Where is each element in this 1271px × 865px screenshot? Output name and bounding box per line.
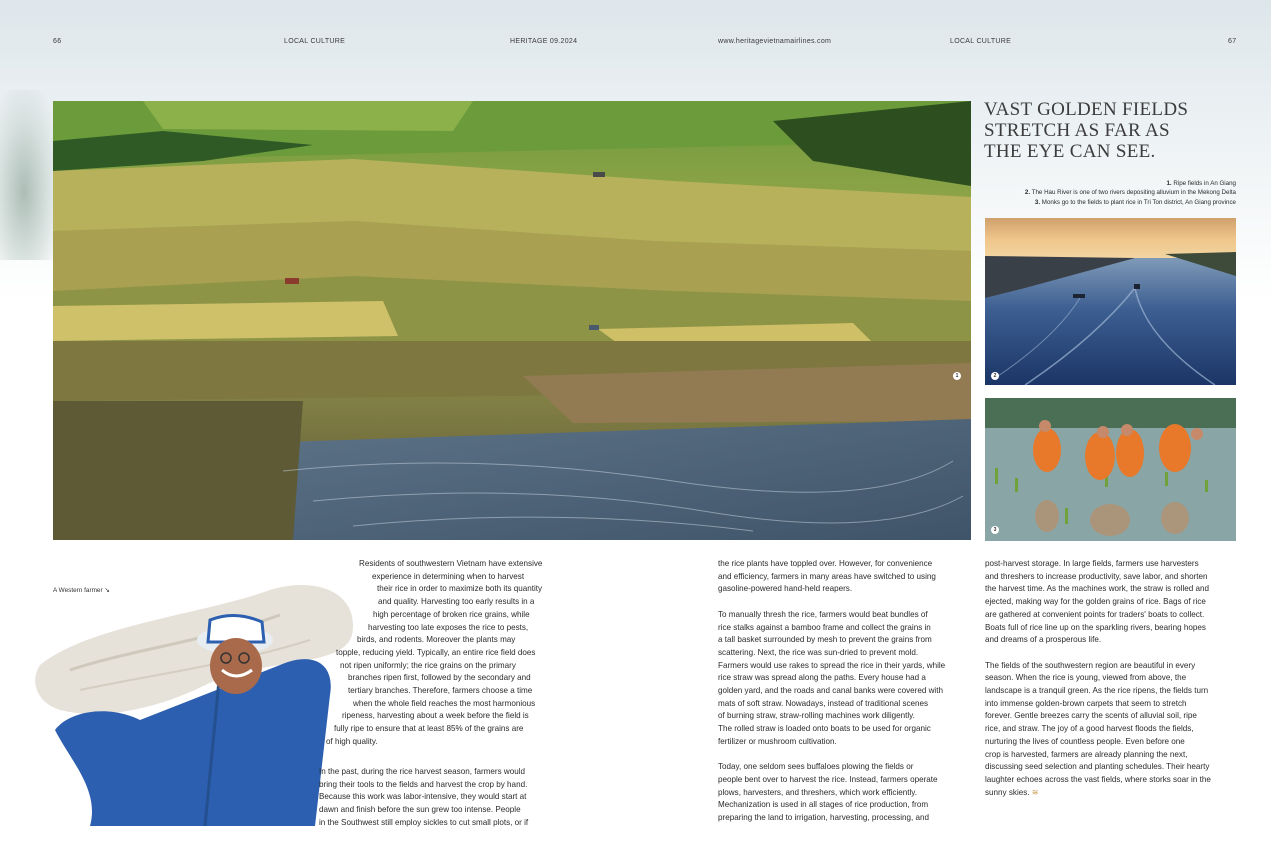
article-paragraph <box>319 766 569 830</box>
text-line: of high quality. <box>326 736 378 746</box>
text-line: when the whole field reaches the most harmonious <box>353 698 536 708</box>
article-paragraph <box>985 558 1245 647</box>
text-line: Because this work was labor-intensive, they would start at <box>319 792 527 802</box>
text-line: high percentage of broken rice grains, while <box>373 609 530 619</box>
text-line: rice, and straw. The joy of a good harvest floods the fields, <box>985 724 1194 734</box>
text-line: discussing seed selection and planting schedules. Their hearty <box>985 762 1210 772</box>
text-line: Residents of southwestern Vietnam have extensive <box>359 559 543 568</box>
issue-label: HERITAGE 09.2024 <box>510 38 578 45</box>
text-line: laughter echoes across the vast fields, where storks soar in the <box>985 774 1211 784</box>
text-line: ripeness, harvesting about a week before the field is <box>342 711 529 721</box>
article-paragraph <box>718 558 978 596</box>
text-line: In the past, during the rice harvest season, farmers would <box>319 767 526 776</box>
caption-text: The Hau River is one of two rivers depositing alluvium in the Mekong Delta <box>1031 189 1236 197</box>
text-line: season. When the rice is young, viewed from above, the <box>985 673 1187 683</box>
website-url: www.heritagevietnamairlines.com <box>718 38 832 45</box>
text-line: in the Southwest still employ sickles to cut small plots, or if <box>319 817 529 827</box>
caption-text: Ripe fields in An Giang <box>1173 180 1236 187</box>
headline <box>984 99 1244 162</box>
rice-fields-photo <box>53 101 971 540</box>
left-section-label: LOCAL CULTURE <box>284 38 346 45</box>
text-line: are gathered at convenient points for traders' boats to collect. <box>985 609 1205 619</box>
end-mark-icon: ≋ <box>1031 787 1039 797</box>
text-line: tertiary branches. Therefore, farmers choose a time <box>348 686 533 696</box>
article-column-1-para2 <box>319 766 569 842</box>
text-line: crop is harvested, farmers are already planning the next, <box>985 749 1188 759</box>
text-line: Boats full of rice line up on the sparkling rivers, bearing hopes <box>985 622 1206 632</box>
text-line: Mechanization is used in all stages of rice production, from <box>718 800 929 810</box>
text-line: experience in determining when to harvest <box>372 571 525 581</box>
text-line: forever. Gentle breezes carry the scents of alluvial soil, ripe <box>985 711 1197 721</box>
text-line: and quality. Harvesting too early results in a <box>378 597 535 607</box>
headline-line: THE EYE CAN SEE. <box>984 141 1156 162</box>
text-line: nurturing the lives of countless people. Even before one <box>985 736 1185 746</box>
caption-text: Monks go to the fields to plant rice in Tri Ton district, An Giang province <box>1041 198 1236 206</box>
photo-captions <box>1025 179 1236 207</box>
text-line: people bent over to harvest the rice. Instead, farmers operate <box>718 774 938 784</box>
text-line: the rice plants have toppled over. However, for convenience <box>718 559 933 568</box>
text-line: into immense golden-brown carpets that seem to stretch <box>985 698 1187 708</box>
text-line: ejected, making way for the golden grains of rice. Bags of rice <box>985 597 1206 607</box>
article-paragraph <box>985 660 1245 800</box>
article-paragraph <box>718 761 978 825</box>
monks-photo <box>985 398 1236 541</box>
text-line: birds, and rodents. Moreover the plants may <box>357 635 516 645</box>
text-line: fully ripe to ensure that at least 85% of the grains are <box>334 724 524 734</box>
text-line: bring their tools to the fields and harvest the crop by hand. <box>319 779 528 789</box>
text-line: fertilizer or mushroom cultivation. <box>718 736 837 746</box>
photo-badge-1: 1 <box>953 372 961 380</box>
text-line: not ripen uniformly; the rice grains on the primary <box>340 660 516 670</box>
left-page-number: 66 <box>53 38 62 45</box>
text-line: plows, harvesters, and threshers, which work efficiently. <box>718 787 917 797</box>
text-line: dawn and finish before the sun grew too intense. People <box>319 805 521 815</box>
text-line: sunny skies. <box>985 787 1030 797</box>
text-line: The rolled straw is loaded onto boats to be used for organic <box>718 724 931 734</box>
text-line: the harvest time. As the machines work, the straw is rolled and <box>985 584 1210 594</box>
text-line: rice straw was spread along the paths. Every house had a <box>718 673 926 683</box>
article-paragraph <box>718 609 978 749</box>
text-line: rice stalks against a bamboo frame and collect the grains in <box>718 622 931 632</box>
right-section-label: LOCAL CULTURE <box>950 38 1012 45</box>
left-tree-haze <box>0 90 60 260</box>
text-line: The fields of the southwestern region are beautiful in every <box>985 660 1196 670</box>
text-line: preparing the land to irrigation, harvesting, processing, and <box>718 813 930 823</box>
caption-number: 2. <box>1024 189 1031 197</box>
farmer-caption: A Western farmer ↘ <box>53 587 110 594</box>
text-line: harvesting too late exposes the rice to pests, <box>368 622 529 632</box>
headline-line: VAST GOLDEN FIELDS <box>984 99 1189 120</box>
text-line-final <box>985 787 1245 800</box>
text-line: and threshers to increase productivity, save labor, and shorten <box>985 571 1208 581</box>
photo-badge-3: 3 <box>991 526 999 534</box>
article-paragraph <box>326 558 576 749</box>
article-column-3 <box>985 558 1245 812</box>
caption-number: 3. <box>1034 198 1041 206</box>
farmer-photo <box>30 570 360 826</box>
text-line: post-harvest storage. In large fields, farmers use harvesters <box>985 559 1199 568</box>
article-column-2 <box>718 558 978 837</box>
text-line: their rice in order to maximize both its quantity <box>377 584 543 594</box>
text-line: landscape is a tranquil green. As the rice ripens, the fields turn <box>985 686 1209 696</box>
text-line: scattering. Next, the rice was sun-dried to prevent mold. <box>718 647 919 657</box>
text-line: To manually thresh the rice, farmers would beat bundles of <box>718 609 928 619</box>
text-line: gasoline-powered hand-held reapers. <box>718 584 853 594</box>
text-line: golden yard, and the roads and canal banks were covered with <box>718 686 943 696</box>
caption-number: 1. <box>1166 180 1172 187</box>
text-line: a tall basket surrounded by mesh to prevent the grains from <box>718 635 932 645</box>
text-line: Today, one seldom sees buffaloes plowing the fields or <box>718 762 914 772</box>
text-line: Farmers would use rakes to spread the rice in their yards, while <box>718 660 946 670</box>
text-line: and dreams of a prosperous life. <box>985 635 1102 645</box>
photo-badge-2: 2 <box>991 372 999 380</box>
river-photo <box>985 218 1236 385</box>
text-line: topple, reducing yield. Typically, an entire rice field does <box>336 647 536 657</box>
right-page-number: 67 <box>1228 38 1237 45</box>
headline-line: STRETCH AS FAR AS <box>984 120 1170 141</box>
article-column-1 <box>326 558 576 761</box>
text-line: and efficiency, farmers in many areas have switched to using <box>718 571 936 581</box>
text-line: branches ripen first, followed by the secondary and <box>348 673 531 683</box>
text-line: mats of soft straw. Nowadays, instead of traditional scenes <box>718 698 929 708</box>
text-line: of burning straw, straw-rolling machines work diligently. <box>718 711 915 721</box>
